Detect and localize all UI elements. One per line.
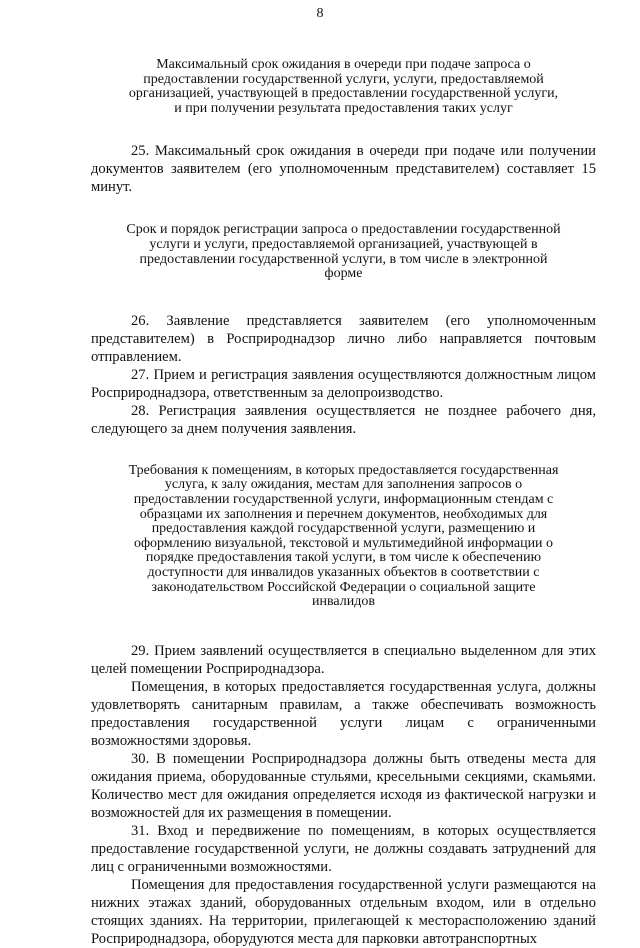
section-heading-premises-requirements: Требования к помещениям, в которых предоставляется государственная услуга, к залу ожидания, местам для заполнения запросов о предоставлении государственной услуги, информационным стендам с образцами их заполнения и перечнем документов, необходимых для предоставления каждой государственной услуги, размещению и оформлению визуальной, текстовой и мультимедийной информации о порядке предоставления такой услуги, в том числе к обеспечению доступности для инвалидов указанных объектов в соответствии с законодательством Российской Федерации о социальной защите инвалидов: [128, 462, 559, 610]
paragraph-30: 30. В помещении Росприроднадзора должны быть отведены места для ожидания приема, оборудованные стульями, кресельными секциями, скамьями. Количество мест для ожидания определяется исходя из фактической нагрузки и возможностей для их размещения в помещении.: [91, 750, 596, 821]
paragraph-26: 26. Заявление представляется заявителем (его уполномоченным представителем) в Росприроднадзор лично либо направляется почтовым отправлением.: [91, 312, 596, 365]
paragraph-31-premises: Помещения для предоставления государственной услуги размещаются на нижних этажах зданий, оборудованных отдельным входом, или в отдельно стоящих зданиях. На территории, прилегающей к месторасположению зданий Росприроднадзора, оборудуются места для парковки автотранспортных: [91, 876, 596, 947]
paragraph-29-premises: Помещения, в которых предоставляется государственная услуга, должны удовлетворять санитарным правилам, а также обеспечивать возможность предоставления государственной услуги лицам с ограниченными возможностями здоровья.: [91, 678, 596, 749]
section-heading-registration: Срок и порядок регистрации запроса о предоставлении государственной услуги и услуги, предоставляемой организацией, участвующей в предоставлении государственной услуги, в том числе в электронной форме: [126, 222, 561, 282]
paragraph-25: 25. Максимальный срок ожидания в очереди при подаче или получении документов заявителем (его уполномоченным представителем) составляет 15 минут.: [91, 143, 596, 196]
paragraph-29: 29. Прием заявлений осуществляется в специально выделенном для этих целей помещении Росприроднадзора.: [91, 642, 596, 677]
document-body: [91, 58, 596, 948]
paragraph-27: 27. Прием и регистрация заявления осуществляются должностным лицом Росприроднадзора, ответственным за делопроизводство.: [91, 366, 596, 401]
page-number: 8: [316, 6, 324, 21]
section-heading-queue-time: Максимальный срок ожидания в очереди при подаче запроса о предоставлении государственной услуги, услуги, предоставляемой организацией, участвующей в предоставлении государственной услуги, и при получении результата предоставления таких услуг: [128, 57, 559, 116]
paragraph-31: 31. Вход и передвижение по помещениям, в которых осуществляется предоставление государственной услуги, не должны создавать затруднений для лиц с ограниченными возможностями.: [91, 822, 596, 875]
paragraph-28: 28. Регистрация заявления осуществляется не позднее рабочего дня, следующего за днем получения заявления.: [91, 402, 596, 437]
